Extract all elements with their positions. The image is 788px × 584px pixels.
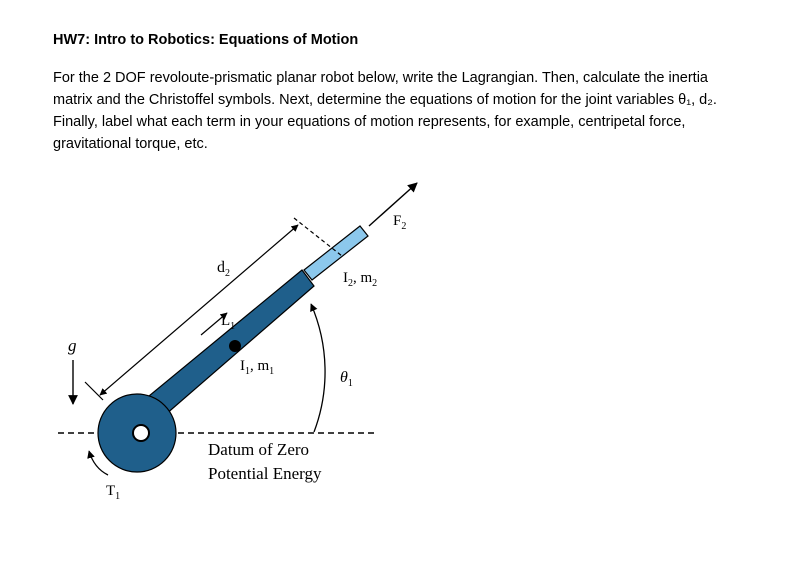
theta1-angle-arc (311, 304, 325, 432)
statement-line-4: gravitational torque, etc. (53, 136, 208, 152)
d2-label: $d_2$ (217, 259, 230, 279)
f2-label: $F_2$ (393, 213, 407, 232)
base-joint-pin (133, 425, 149, 441)
d2-extension-tip (294, 218, 342, 256)
link-1-com-dot (229, 340, 241, 352)
gravity-label: g (68, 336, 77, 355)
statement-line-1: For the 2 DOF revoloute-prismatic planar robot below, write the Lagrangian. Then, calculate the inertia (53, 70, 708, 86)
l1-label: $L_1$ (221, 313, 236, 332)
datum-label-line-2: Potential Energy (208, 464, 322, 483)
t1-label: $T_1$ (106, 483, 121, 502)
i2-m2-label: $I_2$, $m_2$ (343, 270, 378, 289)
datum-label-line-1: Datum of Zero (208, 440, 310, 459)
d2-extension-base (85, 382, 103, 400)
i1-m1-label: $I_1$, $m_1$ (240, 358, 275, 377)
theta1-label: $\theta_1$ (340, 369, 353, 389)
page-title: HW7: Intro to Robotics: Equations of Motion (53, 32, 359, 48)
statement-line-2: matrix and the Christoffel symbols. Next, determine the equations of motion for the joint variables θ₁, d₂. (53, 92, 717, 108)
statement-line-3: Finally, label what each term in your equations of motion represents, for example, centripetal force, (53, 114, 686, 130)
